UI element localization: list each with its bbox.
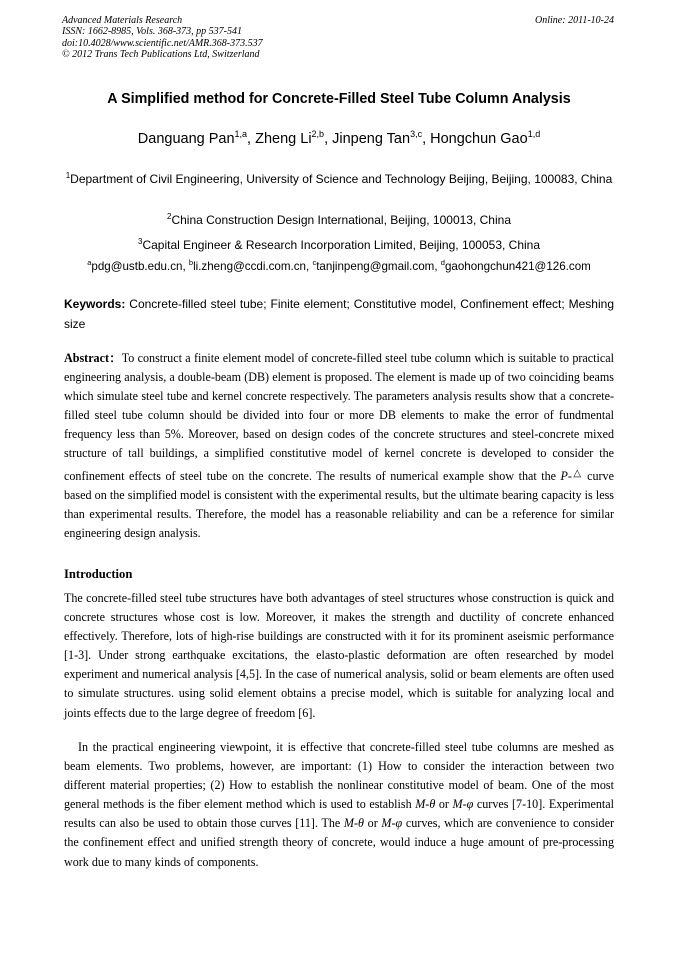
abstract-section <box>64 349 614 543</box>
affiliation-text: Capital Engineer & Research Incorporation Limited, Beijing, 100053, China <box>142 238 541 252</box>
paragraph-text: curves, which are convenience to consider the confinement effect and unified strength theory of concrete, would induce a huge amount of pre-processing work due to many kinds of components. <box>64 816 614 869</box>
copyright-line: © 2012 Trans Tech Publications Ltd, Switzerland <box>62 48 260 60</box>
intro-paragraph: The concrete-filled steel tube structures have both advantages of steel structures whose construction is quick and concrete structures whose cost is low. Moreover, it makes the strength and ductility of concrete enhanced effectively. Therefore, lots of high-rise buildings are constructed with it for its prominent aseismic performance [1-3]. Under strong earthquake excitations, the elasto-plastic deformation are often researched by model experiment and numerical analysis [4,5]. In the case of numerical analysis, solid or beam elements are often used to simulate structures. using solid element obtains a precise model, which is suitable for analyzing local and joints effects due to the large degree of freedom [6]. <box>64 591 614 720</box>
affiliation-number: 3 <box>137 237 143 246</box>
paragraph-text: or <box>435 797 453 812</box>
paragraph-text: or <box>363 816 382 831</box>
affiliation <box>64 207 614 230</box>
affiliation <box>64 232 614 255</box>
author-name: Jinpeng Tan <box>332 130 411 147</box>
paragraph-text: In the practical engineering viewpoint, it is effective that concrete-filled steel tube columns are meshed as beam elements. Two problems, however, are important: (1) How to consider the interaction between two different material properties; (2) How to establish the nonlinear constitutive model of beam. One of the most general methods is the fiber element method which is used to establish <box>64 740 614 812</box>
author-affil-mark: 1,d <box>527 129 541 139</box>
author-affil-mark: 1,a <box>234 129 248 139</box>
journal-name: Advanced Materials Research <box>62 15 183 26</box>
email-mark: c <box>312 258 317 267</box>
email-address[interactable]: gaohongchun421@126.com <box>444 259 591 273</box>
math-symbol: M-θ <box>415 797 436 812</box>
paper-title: A Simplified method for Concrete-Filled Steel Tube Column Analysis <box>107 91 571 107</box>
author-name: Hongchun Gao <box>430 130 528 147</box>
email-mark: b <box>188 258 194 267</box>
author-affil-mark: 3,c <box>410 129 423 139</box>
journal-header <box>62 15 263 60</box>
keywords-label: Keywords: <box>64 297 126 311</box>
email-list: $^a$pdg@ustb.edu.cn, $^b$li.zheng@ccdi.com.cn, $^c$tanjinpeng@gmail.com, $^d$gaohongchun421@126.com <box>87 258 591 273</box>
author-list: Danguang Pan$^{1,a}$, Zheng Li$^{2,b}$, Jinpeng Tan$^{3,c}$, Hongchun Gao$^{1,d}$ <box>137 129 541 147</box>
keywords-section <box>64 294 614 334</box>
p-symbol: P- <box>560 468 572 483</box>
affiliation-number: 1 <box>65 171 71 180</box>
math-symbol: M-φ <box>452 797 474 812</box>
intro-paragraph <box>64 738 614 872</box>
author-affil-mark: 2,b <box>311 129 325 139</box>
delta-icon: △ <box>571 467 583 479</box>
online-date: Online: 2011-10-24 <box>535 15 614 26</box>
math-symbol: M-θ <box>343 816 364 831</box>
email-address[interactable]: li.zheng@ccdi.com.cn <box>193 259 306 273</box>
issn-line: ISSN: 1662-8985, Vols. 368-373, pp 537-541 <box>62 26 242 38</box>
paragraph-text: curves [7-10]. Experimental results can also be used to obtain those curves [11]. The <box>64 797 614 831</box>
email-mark: a <box>87 258 92 267</box>
email-address[interactable]: pdg@ustb.edu.cn <box>91 259 183 273</box>
affiliation-text: Department of Civil Engineering, University of Science and Technology Beijing, Beijing, 100083, China <box>70 172 613 186</box>
email-mark: d <box>440 258 445 267</box>
doi-line: doi:10.4028/www.scientific.net/AMR.368-373.537 <box>62 37 263 49</box>
abstract-label: Abstract： <box>64 351 122 365</box>
email-address[interactable]: tanjinpeng@gmail.com <box>316 259 435 273</box>
math-symbol: M-φ <box>381 816 403 831</box>
author-name: Zheng Li <box>255 130 312 147</box>
affiliation <box>64 166 614 189</box>
keywords-text: Concrete-filled steel tube; Finite element; Constitutive model, Confinement effect; Meshing size <box>64 297 614 331</box>
author-name: Danguang Pan <box>137 130 235 147</box>
affiliation-number: 2 <box>167 212 172 221</box>
affiliation-text: China Construction Design International, Beijing, 100013, China <box>171 213 511 227</box>
abstract-text: curve based on the simplified model is consistent with the experimental results, but the ultimate bearing capacity is less than experimental results. Therefore, the model has a reasonable reliability and can be a reference for similar engineering design analysis. <box>64 468 614 540</box>
abstract-text: To construct a finite element model of concrete-filled steel tube column which is suitable to practical engineering analysis, a double-beam (DB) element is proposed. The element is made up of two coinciding beams which simulate steel tube and kernel concrete respectively. The parameters analysis results show that a concrete-filled steel tube column should be divided into four or more DB elements to make the error of fundmental frequency less than 5%. Moreover, based on design codes of the concrete structures and steel-concrete mixed structure of tall buildings, a simplified constitutive model of kernel concrete is developed to consider the confinement effects of steel tube on the concrete. The results of numerical example show that the <box>64 351 614 483</box>
introduction-heading: Introduction <box>64 567 133 581</box>
